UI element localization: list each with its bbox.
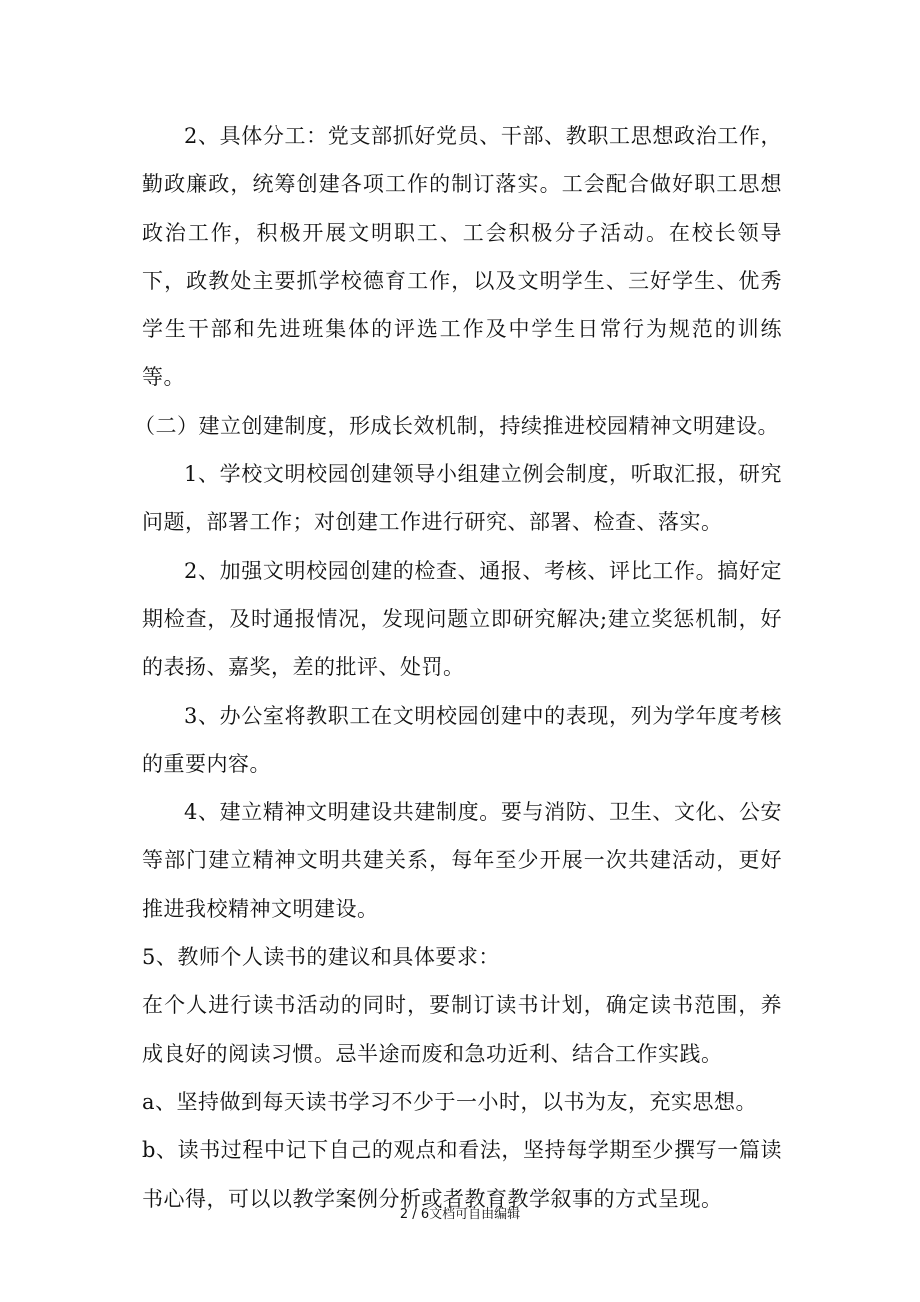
section-heading-two: （二）建立创建制度，形成长效机制，持续推进校园精神文明建设。 [134, 413, 779, 438]
paragraph-inspection: 2、加强文明校园创建的检查、通报、考核、评比工作。搞好定期检查，及时通报情况，发现问题立即研究解决;建立奖惩机制，好的表扬、嘉奖，差的批评、处罚。 [142, 558, 782, 680]
paragraph-division-of-labor: 2、具体分工：党支部抓好党员、干部、教职工思想政治工作，勤政廉政，统筹创建各项工作的制订落实。工会配合做好职工思想政治工作，积极开展文明职工、工会积极分子活动。在校长领导下，政教处主要抓学校德育工作，以及文明学生、三好学生、优秀学生干部和先进班集体的评选工作及中学生日常行为规范的训练等。 [142, 124, 782, 390]
paragraph-assessment: 3、办公室将教职工在文明校园创建中的表现，列为学年度考核的重要内容。 [142, 703, 782, 776]
paragraph-reading-heading: 5、教师个人读书的建议和具体要求： [142, 945, 500, 970]
document-body [134, 112, 782, 1223]
list-item-a: a、坚持做到每天读书学习不少于一小时，以书为友，充实思想。 [142, 1089, 758, 1114]
paragraph-meeting-system: 1、学校文明校园创建领导小组建立例会制度，听取汇报，研究问题，部署工作；对创建工作进行研究、部署、检查、落实。 [142, 462, 782, 535]
paragraph-co-construction: 4、建立精神文明建设共建制度。要与消防、卫生、文化、公安等部门建立精神文明共建关系，每年至少开展一次共建活动，更好推进我校精神文明建设。 [142, 800, 782, 921]
paragraph-reading-plan: 在个人进行读书活动的同时，要制订读书计划，确定读书范围，养成良好的阅读习惯。忌半途而废和急功近利、结合工作实践。 [142, 993, 782, 1066]
list-item-b: b、读书过程中记下自己的观点和看法，坚持每学期至少撰写一篇读书心得，可以以教学案例分析或者教育教学叙事的方式呈现。 [142, 1138, 782, 1211]
page-footer: 2 / 6文档可自由编辑 [399, 1207, 521, 1222]
